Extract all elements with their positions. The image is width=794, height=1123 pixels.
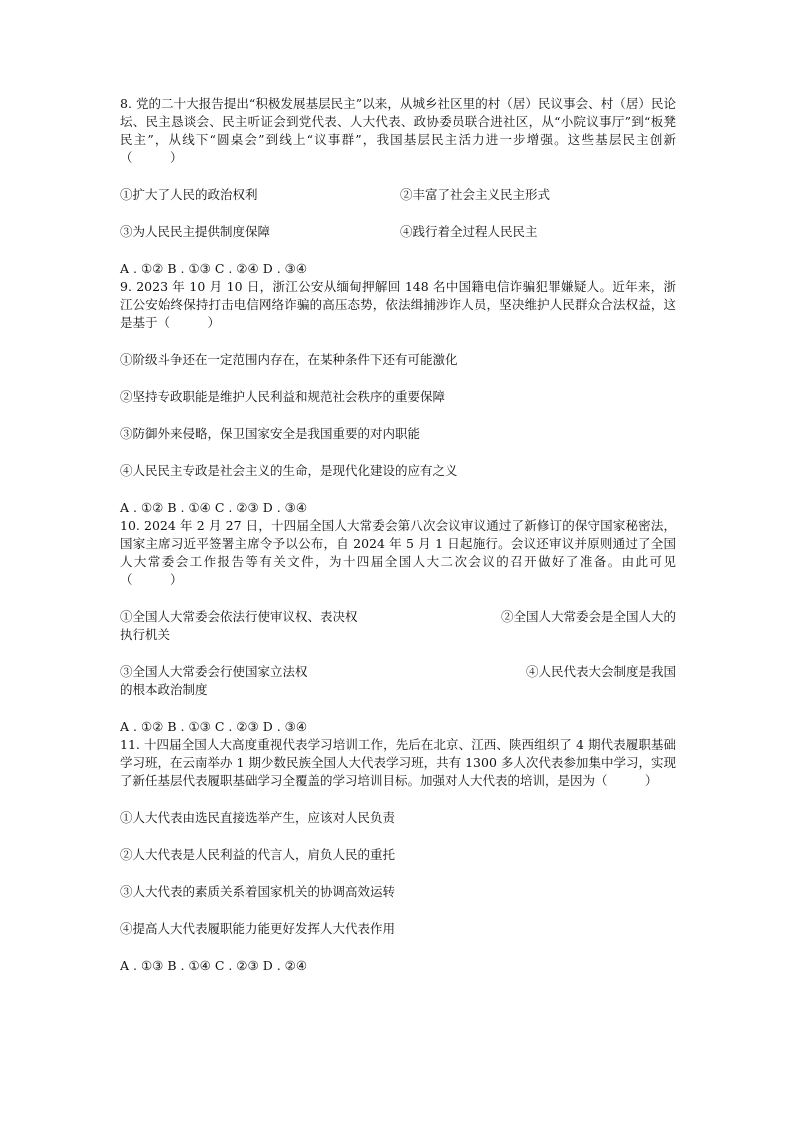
question-stem: 10. 2024 年 2 月 27 日，十四届全国人大常委会第八次会议审议通过了新修订的保守国家秘密法，国家主席习近平签署主席令予以公布，自 2024 年 5 月 1 日起施行。会议还审议并原则通过了全国人大常委会工作报告等有关文件，为十四届全国人大二次会议的召开做好了准备。由此可见（ ）	[120, 518, 676, 587]
option-1: ①全国人大常委会依法行使审议权、表决权	[120, 609, 358, 624]
answer-choices: A . ①② B . ①③ C . ②④ D . ③④	[120, 261, 308, 276]
question-stem: 9. 2023 年 10 月 10 日，浙江公安从缅甸押解回 148 名中国籍电信诈骗犯罪嫌疑人。近年来，浙江公安始终保持打击电信网络诈骗的高压态势，依法缉捕涉诈人员，坚决维护人民群众合法权益，这是基于（ ）	[120, 279, 676, 330]
option-4-continued: 的根本政治制度	[120, 682, 208, 697]
option-row	[120, 608, 676, 626]
option-2: ②人大代表是人民利益的代言人，肩负人民的重托	[120, 847, 396, 862]
answer-choices: A . ①③ B . ①④ C . ②③ D . ②④	[120, 958, 308, 973]
option-4: ④人民代表大会制度是我国	[525, 664, 676, 679]
option-row	[120, 223, 676, 241]
option-4: ④提高人大代表履职能力能更好发挥人大代表作用	[120, 921, 396, 936]
option-4: ④践行着全过程人民民主	[400, 224, 538, 239]
option-3: ③防御外来侵略，保卫国家安全是我国重要的对内职能	[120, 426, 421, 441]
option-1: ①人大代表由选民直接选举产生，应该对人民负责	[120, 810, 396, 825]
option-1: ①扩大了人民的政治权利	[120, 187, 258, 202]
exam-page	[120, 95, 676, 975]
option-3: ③人大代表的素质关系着国家机关的协调高效运转	[120, 884, 396, 899]
option-2: ②全国人大常委会是全国人大的	[500, 609, 676, 624]
question-10	[120, 517, 676, 736]
option-3: ③为人民民主提供制度保障	[120, 224, 271, 239]
question-stem: 8. 党的二十大报告提出“积极发展基层民主”以来，从城乡社区里的村（居）民议事会、村（居）民论坛、民主恳谈会、民主听证会到党代表、人大代表、政协委员联合进社区，从“小院议事厅”到“板凳民主”，从线下“圆桌会”到线上“议事群”，我国基层民主活力进一步增强。这些基层民主创新（ ）	[120, 96, 676, 165]
option-1: ①阶级斗争还在一定范围内存在，在某种条件下还有可能激化	[120, 352, 458, 367]
answer-choices: A . ①② B . ①④ C . ②③ D . ③④	[120, 500, 308, 515]
option-4: ④人民民主专政是社会主义的生命，是现代化建设的应有之义	[120, 463, 458, 478]
option-row	[120, 186, 676, 204]
question-11	[120, 736, 676, 975]
answer-choices: A . ①② B . ①③ C . ②③ D . ③④	[120, 719, 308, 734]
option-row	[120, 663, 676, 681]
option-3: ③全国人大常委会行使国家立法权	[120, 664, 308, 679]
option-2-continued: 执行机关	[120, 627, 171, 642]
question-9	[120, 278, 676, 517]
option-2: ②丰富了社会主义民主形式	[400, 187, 551, 202]
question-8	[120, 95, 676, 278]
option-2: ②坚持专政职能是维护人民利益和规范社会秩序的重要保障	[120, 389, 446, 404]
question-stem: 11. 十四届全国人大高度重视代表学习培训工作，先后在北京、江西、陕西组织了 4 期代表履职基础学习班，在云南举办 1 期少数民族全国人大代表学习班，共有 1300 多人次代表参加集中学习，实现了新任基层代表履职基础学习全覆盖的学习培训目标。加强对人大代表的培训，是因为（ ）	[120, 737, 676, 788]
